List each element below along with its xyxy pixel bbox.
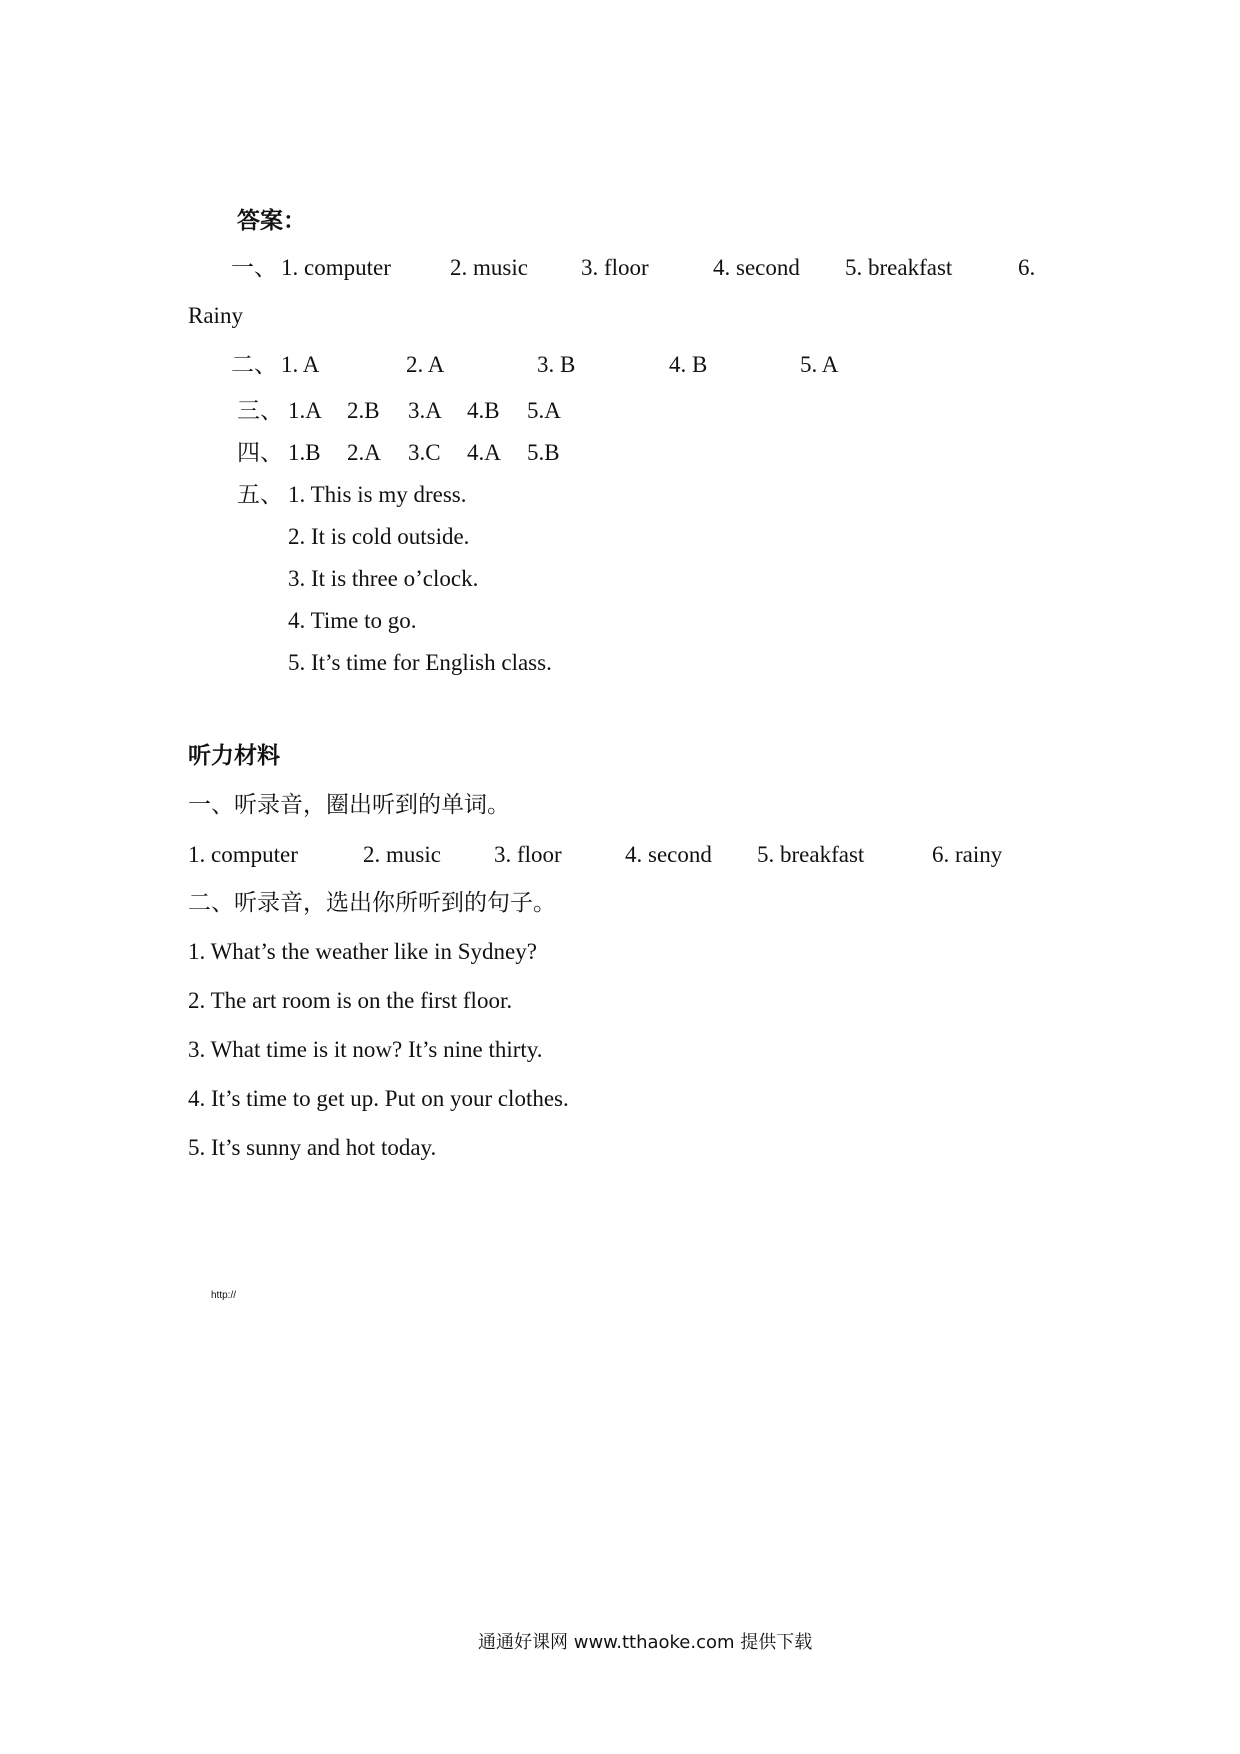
listening-p2-item: 4. It’s time to get up. Put on your clothes. (188, 1086, 569, 1111)
answers-heading: 答案： (237, 208, 306, 234)
answers-s4-item: 3.C (408, 440, 441, 465)
answers-s2-item: 3. B (537, 352, 576, 377)
listening-p1-item: 1. computer (188, 842, 298, 867)
answers-s5-item: 1. This is my dress. (288, 482, 467, 507)
answers-s2-item: 4. B (669, 352, 708, 377)
answers-s4-item: 4.A (467, 440, 501, 465)
answers-s3-item: 3.A (408, 398, 442, 423)
answers-s3-item: 2.B (347, 398, 380, 423)
answers-s1-item: 6. (1018, 255, 1036, 280)
listening-p1-item: 5. breakfast (757, 842, 865, 867)
answers-s3-label: 三、 (237, 398, 283, 424)
answers-s3-item: 4.B (467, 398, 500, 423)
listening-p2-item: 3. What time is it now? It’s nine thirty. (188, 1037, 543, 1062)
answers-s2-item: 2. A (406, 352, 445, 377)
listening-p1-item: 4. second (625, 842, 712, 867)
answers-s2-label: 二、 (231, 352, 277, 378)
answers-s5-label: 五、 (237, 482, 283, 508)
listening-p1-item: 3. floor (494, 842, 562, 867)
answers-s5-item: 3. It is three o’clock. (288, 566, 479, 591)
listening-part2-title: 二、听录音，选出你所听到的句子。 (188, 890, 556, 916)
answers-s1-item: 1. computer (281, 255, 391, 280)
answers-s5-item: 2. It is cold outside. (288, 524, 470, 549)
answers-s4-item: 1.B (288, 440, 321, 465)
answers-s1-item: 3. floor (581, 255, 649, 280)
listening-heading: 听力材料 (188, 743, 280, 769)
listening-p1-item: 6. rainy (932, 842, 1003, 867)
listening-p1-item: 2. music (363, 842, 441, 867)
answers-s1-item: 2. music (450, 255, 528, 280)
listening-p2-item: 2. The art room is on the first floor. (188, 988, 513, 1013)
small-link-text: http:// (211, 1290, 237, 1301)
page-footer: 通通好课网 www.tthaoke.com 提供下载 (478, 1632, 813, 1653)
answers-s4-item: 2.A (347, 440, 381, 465)
answers-s1-wrap: Rainy (188, 303, 243, 328)
answers-s2-item: 1. A (281, 352, 320, 377)
answers-s2-item: 5. A (800, 352, 839, 377)
answers-s4-item: 5.B (527, 440, 560, 465)
answers-s1-item: 5. breakfast (845, 255, 953, 280)
listening-p2-item: 5. It’s sunny and hot today. (188, 1135, 437, 1160)
answers-s5-item: 4. Time to go. (288, 608, 417, 633)
listening-part1-title: 一、听录音，圈出听到的单词。 (188, 792, 510, 818)
answers-s3-item: 1.A (288, 398, 322, 423)
answers-s1-item: 4. second (713, 255, 800, 280)
answers-s5-item: 5. It’s time for English class. (288, 650, 552, 675)
answers-s3-item: 5.A (527, 398, 561, 423)
listening-p2-item: 1. What’s the weather like in Sydney? (188, 939, 537, 964)
answers-s1-label: 一、 (231, 255, 277, 281)
answers-s4-label: 四、 (237, 440, 283, 466)
